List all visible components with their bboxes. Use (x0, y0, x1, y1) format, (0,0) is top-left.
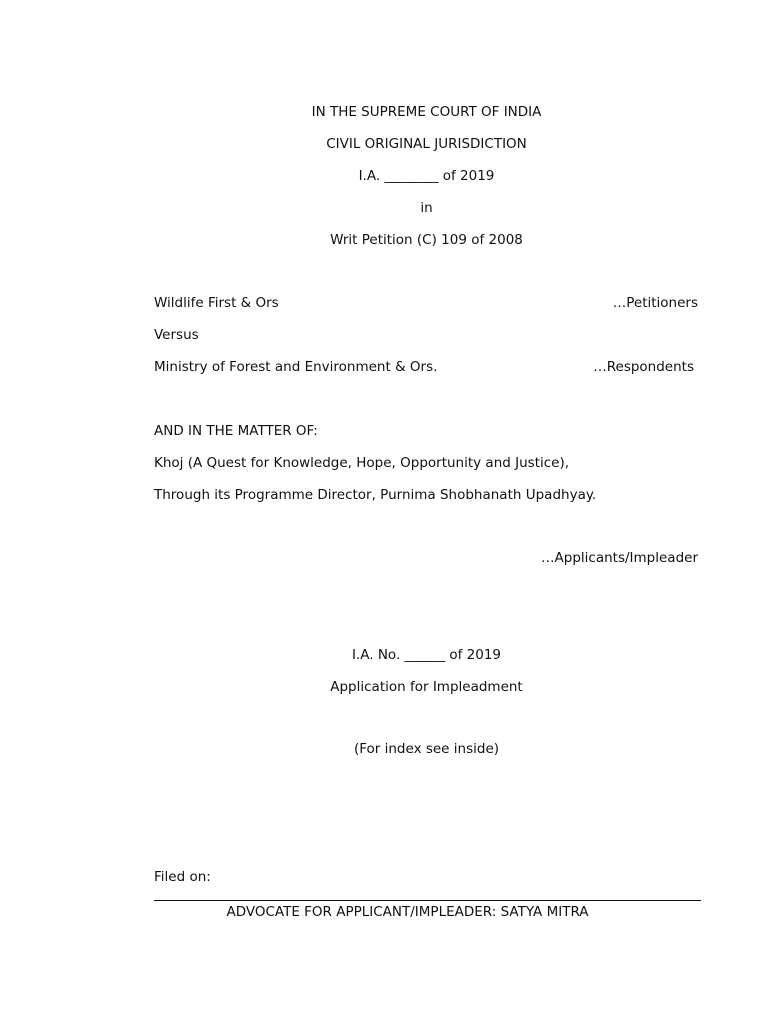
petitioner-role: …Petitioners (612, 295, 698, 311)
advocate-text: ADVOCATE FOR APPLICANT/IMPLEADER: SATYA MITRA (226, 904, 589, 920)
filed-on-label: Filed on: (154, 869, 211, 885)
respondent-role: …Respondents (593, 359, 694, 375)
court-title: IN THE SUPREME COURT OF INDIA (311, 104, 542, 120)
applicant-representative-line: Through its Programme Director, Purnima Shobhanath Upadhyay. (154, 487, 597, 503)
petitioner-name: Wildlife First & Ors (154, 295, 279, 311)
jurisdiction-title: CIVIL ORIGINAL JURISDICTION (326, 136, 527, 152)
applicant-name-line: Khoj (A Quest for Knowledge, Hope, Opportunity and Justice), (154, 455, 570, 471)
respondent-name: Ministry of Forest and Environment & Ors. (154, 359, 438, 375)
index-note: (For index see inside) (353, 741, 500, 757)
versus-label: Versus (154, 327, 199, 343)
application-ia-number: I.A. No. ______ of 2019 (351, 647, 501, 663)
ia-number-line: I.A. ________ of 2019 (358, 168, 495, 184)
signature-rule (154, 900, 701, 901)
writ-petition-title: Writ Petition (C) 109 of 2008 (330, 232, 523, 248)
advocate-line (154, 904, 701, 920)
matter-heading: AND IN THE MATTER OF: (154, 423, 318, 439)
applicant-role: …Applicants/Impleader (541, 550, 698, 566)
application-title: Application for Impleadment (330, 679, 523, 695)
in-connector: in (420, 200, 433, 216)
